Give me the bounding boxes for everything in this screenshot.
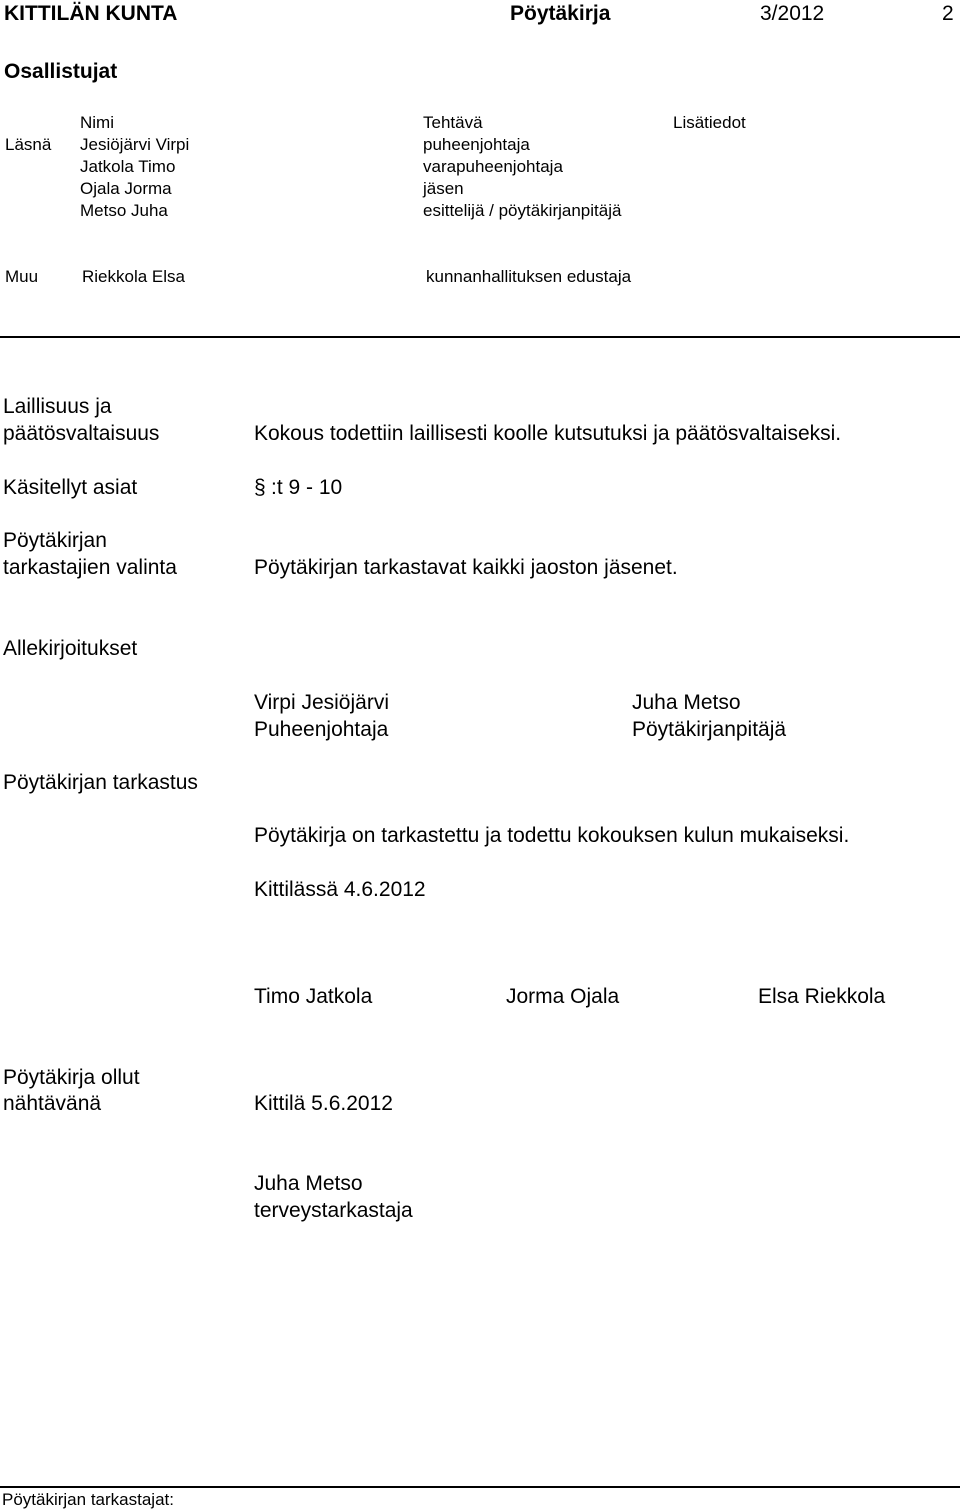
chairman-name: Virpi Jesiöjärvi: [254, 691, 389, 714]
handled-label: Käsitellyt asiat: [3, 476, 138, 499]
handled-sections: :t 9 - 10: [271, 476, 343, 499]
participant-role: puheenjohtaja: [423, 135, 530, 154]
document-number: 3/2012: [760, 2, 825, 25]
other-participant-role: kunnanhallituksen edustaja: [426, 267, 632, 286]
section-sign: §: [254, 476, 266, 499]
other-participant-name: Riekkola Elsa: [82, 267, 185, 286]
participant-role: esittelijä / pöytäkirjanpitäjä: [423, 201, 622, 220]
display-signer-name: Juha Metso: [254, 1172, 363, 1195]
display-place-date: Kittilä 5.6.2012: [254, 1092, 393, 1115]
reviewers-label-line2: tarkastajien valinta: [3, 556, 177, 579]
participant-name: Jesiöjärvi Virpi: [80, 135, 190, 154]
review-place-date: Kittilässä 4.6.2012: [254, 878, 426, 901]
secretary-title: Pöytäkirjanpitäjä: [632, 718, 787, 741]
display-signer-title: terveystarkastaja: [254, 1199, 413, 1222]
participant-role: jäsen: [423, 179, 464, 198]
present-label: Läsnä: [5, 135, 52, 154]
participants-title: Osallistujat: [4, 60, 118, 83]
review-signer: Elsa Riekkola: [758, 985, 886, 1008]
participant-role: varapuheenjohtaja: [423, 157, 563, 176]
secretary-name: Juha Metso: [632, 691, 741, 714]
chairman-title: Puheenjohtaja: [254, 718, 389, 741]
participant-name: Jatkola Timo: [80, 157, 176, 176]
reviewers-text: Pöytäkirjan tarkastavat kaikki jaoston jäsenet.: [254, 556, 678, 579]
footer-divider: [0, 1486, 960, 1488]
col-header-role: Tehtävä: [423, 113, 483, 132]
page-number: 2: [942, 2, 954, 25]
section-divider: [0, 336, 960, 338]
review-text: Pöytäkirja on tarkastettu ja todettu kokouksen kulun mukaiseksi.: [254, 824, 850, 847]
participant-name: Metso Juha: [80, 201, 168, 220]
legality-label-line2: päätösvaltaisuus: [3, 422, 160, 445]
review-signer: Timo Jatkola: [254, 985, 373, 1008]
footer-reviewers-label: Pöytäkirjan tarkastajat:: [2, 1490, 174, 1509]
document-type: Pöytäkirja: [510, 2, 611, 25]
participant-name: Ojala Jorma: [80, 179, 172, 198]
col-header-name: Nimi: [80, 113, 114, 132]
review-signer: Jorma Ojala: [506, 985, 620, 1008]
review-label: Pöytäkirjan tarkastus: [3, 771, 198, 794]
display-label-line1: Pöytäkirja ollut: [3, 1066, 140, 1089]
legality-label-line1: Laillisuus ja: [3, 395, 112, 418]
legality-text: Kokous todettiin laillisesti koolle kutsutuksi ja päätösvaltaiseksi.: [254, 422, 842, 445]
other-label: Muu: [5, 267, 39, 286]
signatures-label: Allekirjoitukset: [3, 637, 138, 660]
reviewers-label-line1: Pöytäkirjan: [3, 529, 107, 552]
organization-name: KITTILÄN KUNTA: [4, 2, 178, 25]
display-label-line2: nähtävänä: [3, 1092, 102, 1115]
col-header-extra: Lisätiedot: [673, 113, 746, 132]
